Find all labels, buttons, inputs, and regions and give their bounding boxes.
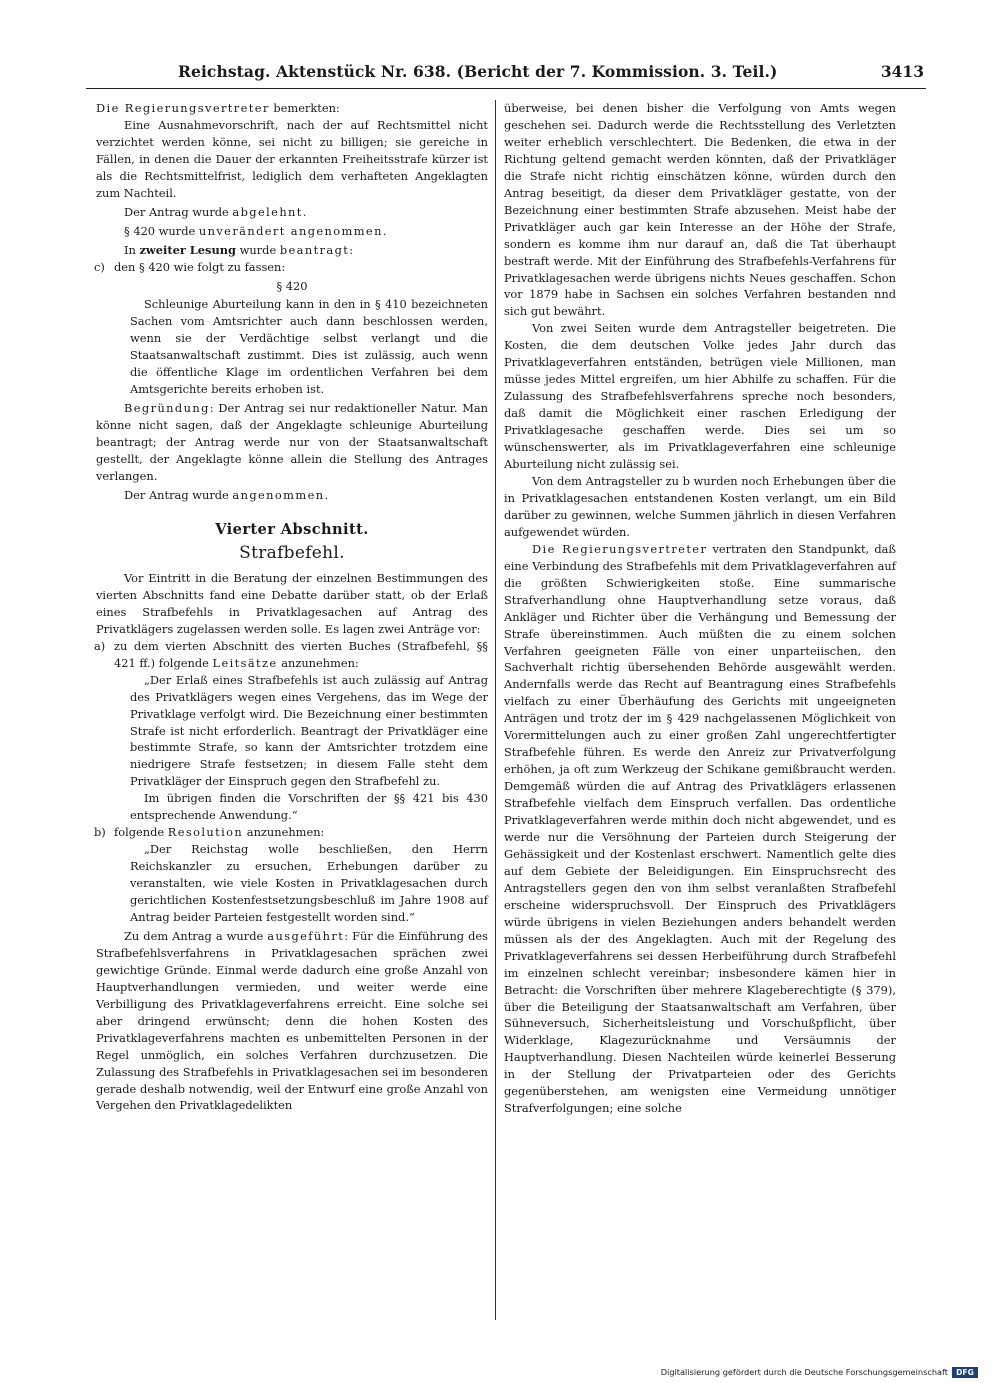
column-divider [495,100,496,1320]
page-number: 3413 [880,62,924,81]
page-header [86,58,926,89]
paragraph: Von dem Antragsteller zu b wurden noch Erhebungen über die in Privatklagesachen entstandenen Kosten verlangt, um ein Bild darüber zu gewinnen, welche Summen jährlich in diesen Verfahren aufgewendet würden. [504,473,896,539]
quoted-paragraph: „Der Reichstag wolle beschließen, den Herrn Reichskanzler zu ersuchen, Erhebungen darüber zu veranstalten, wie viele Kosten in Privatklagesachen durch gerichtlichen Kostenfestsetzungsbeschluß im Jahre 1908 auf Antrag beider Parteien festgestellt worden sind.“ [130,842,488,924]
paragraph: Zu dem Antrag a wurde ausgeführt: Für die Einführung des Strafbefehlsverfahrens in Privatklagesachen sprächen zwei gewichtige Gründe. Einmal werde dadurch eine große Anzahl von Hauptverhandlungen vermieden, und weiter werde eine Verbilligung des Privatklageverfahrens erreicht. Eine solche sei aber dringend erwünscht; denn die hohen Kosten des Privatklageverfahrens machten es unbemittelten Personen in der Regel unmöglich, ein solches Verfahren durchzusetzen. Die Zulassung des Strafbefehls in Privatklagesachen sei im besonderen gerade deshalb notwendig, weil der Entwurf eine große Anzahl von Vergehen den Privatklagedelikten [96,928,488,1113]
quoted-paragraph: „Der Erlaß eines Strafbefehls ist auch zulässig auf Antrag des Privatklägers wegen eines Vergehens, das im Wege der Privatklage verfolgt wird. Die Bezeichnung einer bestimmten Strafe ist nicht erforderlich. Beantragt der Privatkläger eine bestimmte Strafe, so kann der Amtsrichter trotzdem eine niedrigere Strafe festsetzen; in diesem Falle steht dem Privatkläger der Einspruch gegen den Strafbefehl zu. [130,672,488,789]
paragraph: Eine Ausnahmevorschrift, nach der auf Rechtsmittel nicht verzichtet werden könne, sei nicht zu billigen; sie gereiche in Fällen, in denen die Dauer der erkannten Freiheitsstrafe kürzer ist als die Rechtsmittelfrist, lediglich dem verhafteten Angeklagten zum Nachteil. [96,117,488,200]
digitization-credit [661,1366,978,1378]
quoted-paragraph: Im übrigen finden die Vorschriften der §§ 421 bis 430 entsprechende Anwendung.“ [130,791,488,823]
paragraph: In zweiter Lesung wurde beantragt: [124,242,354,257]
paragraph: Von zwei Seiten wurde dem Antragsteller beigetreten. Die Kosten, die dem deutschen Volke jedes Jahr durch das Privatklageverfahren entständen, betrügen viele Millionen, man müsse jedes Mittel ergreifen, um hier Abhilfe zu schaffen. Für die Zulassung des Strafbefehlsverfahrens spreche noch besonders, daß damit die Möglichkeit einer raschen Erledigung der Privatklagesache geschaffen werde. Dies sei um so wünschenswerter, als im Privatklageverfahren eine schleunige Aburteilung nicht zulässig sei. [504,321,896,472]
quoted-paragraph: Schleunige Aburteilung kann in den in § 410 bezeichneten Sachen vom Amtsrichter auch dann beschlossen werden, wenn sie der Verdächtige selbst verlangt und die Staatsanwaltschaft zustimmt. Dies ist zulässig, auch wenn die öffentliche Klage im ordentlichen Verfahren bei dem Amtsgerichte bereits erhoben ist. [130,297,488,397]
running-title: Reichstag. Aktenstück Nr. 638. (Bericht der 7. Kommission. 3. Teil.) [178,62,778,81]
section-title: Vierter Abschnitt. [215,520,369,538]
credit-text: Digitalisierung gefördert durch die Deutsche Forschungsgemeinschaft [660,1367,948,1377]
paragraph: überweise, bei denen bisher die Verfolgung von Amts wegen geschehen sei. Dadurch werde die Rechtsstellung des Verletzten weiter erheblich verschlechtert. Die Bedenken, die etwa in der Richtung geltend gemacht werden könnten, daß der Privatkläger die Strafe nicht richtig einschätzen könne, würden durch den Antrag beseitigt, da dieser dem Privatkläger gestatte, von der Bezeichnung einer bestimmten Strafe abzusehen. Meist habe der Privatkläger auch gar kein Interesse an der Höhe der Strafe, sondern es komme ihm nur darauf an, daß die Tat überhaupt bestraft werde. Mit der Einführung des Strafbefehls-Verfahrens für Privatklagesachen werde übrigens nichts Neues geschaffen. Schon vor 1879 habe in Sachsen ein solches Verfahren bestanden nnd sich gut bewährt. [504,101,896,319]
section-subtitle: Strafbefehl. [239,542,345,563]
paragraph: Die Regierungsvertreter bemerkten: [96,101,340,115]
list-item: b) folgende Resolution anzunehmen: [94,825,325,840]
paragraph: Begründung: Der Antrag sei nur redaktioneller Natur. Man könne nicht sagen, daß der Angeklagte schleunige Aburteilung beantragt; der Antrag werde nur von der Staatsanwaltschaft gestellt, der Angeklagte könne allein die Stellung des Antrages verlangen. [96,401,488,484]
paragraph: Vor Eintritt in die Beratung der einzelnen Bestimmungen des vierten Abschnitts fand eine Debatte darüber statt, ob der Erlaß eines Strafbefehls in Privatklagesachen auf Antrag des Privatklägers zugelassen werden solle. Es lagen zwei Anträge vor: [96,570,488,636]
paragraph: § 420 wurde unverändert angenommen. [124,223,387,238]
left-column [96,100,488,1328]
section-number: § 420 [276,278,308,293]
paragraph: Der Antrag wurde abgelehnt. [124,204,307,219]
right-column [504,100,896,1328]
list-item: c) den § 420 wie folgt zu fassen: [94,259,286,274]
paragraph: Der Antrag wurde angenommen. [124,487,329,502]
dfg-logo-icon: DFG [952,1367,978,1378]
paragraph: Die Regierungsvertreter vertraten den Standpunkt, daß eine Verbindung des Strafbefehls mit dem Privatklageverfahren auf die größten Schwierigkeiten stoße. Eine summarische Strafverhandlung ohne Hauptverhandlung setze voraus, daß Ankläger und Richter über die Verhängung und Bemessung der Strafe übereinstimmen. Auch müßten die zu einem solchen Verfahren geeigneten Fälle von einer unparteiischen, den Sachverhalt richtig übersehenden Behörde ausgewählt werden. Andernfalls werde das Recht auf Beantragung eines Strafbefehls vielfach zu einer Überhäufung des Gerichts mit ungeeigneten Anträgen und trotz der im § 429 nachgelassenen Möglichkeit von Vorermittelungen auch zu einer großen Zahl ungerechtfertigter Strafbefehle führen. Es werde den Anreiz zur Privatverfolgung erhöhen, ja oft zum Werkzeug der Schikane gemißbraucht werden. Demgemäß würden die auf Antrag des Privatklägers erlassenen Strafbefehle vielfach dem Einspruch verfallen. Das ordentliche Privatklageverfahren werde mithin doch nicht abgewendet, und es werde nur die Versöhnung der Parteien durch Steigerung der Gehässigkeit und der Kostenlast erschwert. Namentlich gelte dies auf dem Gebiete der Beleidigungen. Ein Einspruchsrecht des Antragstellers gegen den von ihm selbst veranlaßten Strafbefehl erscheine widerspruchsvoll. Der Einspruch des Privatklägers würde übrigens in vielen Beziehungen anders behandelt werden müssen als der des Angeklagten. Auch mit der Regelung des Privatklageverfahrens sei dessen Herbeiführung durch Strafbefehl im einzelnen schlecht vereinbar; insbesondere kämen hier in Betracht: die Vorschriften über mehrere Klageberechtigte (§ 379), über die Beteiligung der Staatsanwaltschaft am Verfahren, über Sühneversuch, Sicherheitsleistung und Vorschußpflicht, über Widerklage, Klagezurücknahme und Versäumnis der Hauptverhandlung. Diesen Nachteilen würde keinerlei Besserung in der Stellung der Privatparteien oder des Gerichts gegenüberstehen, am wenigsten eine Vermeidung unnötiger Strafverfolgungen; eine solche [504,541,897,1116]
list-item: a) zu dem vierten Abschnitt des vierten Buches (Strafbefehl, §§ 421 ff.) folgende Leitsätze anzunehmen: [94,638,488,670]
